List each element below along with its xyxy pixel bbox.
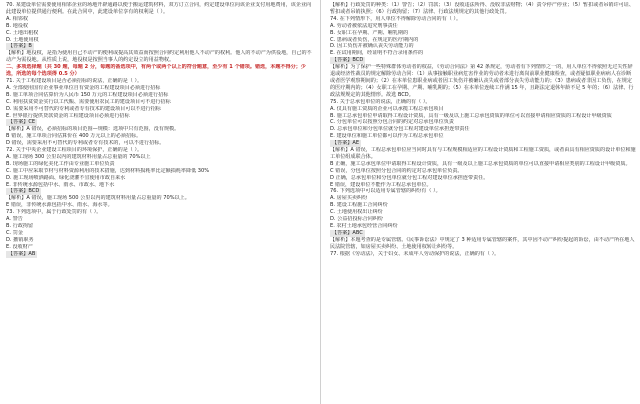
answer-key-content: 【答案】AB <box>8 250 36 257</box>
explanation-text <box>330 161 636 168</box>
question-text-content: 71. 关于工程建设项目是否必须招标的说法，正确的是（ ）。 <box>6 77 143 84</box>
answer-option <box>330 30 636 37</box>
answer-option-content: E. 在试用期间，经证明不符合录用条件的 <box>330 50 424 57</box>
answer-option-content: C. 土地出租权 <box>6 29 39 36</box>
answer-option-content: C. 患病或者负伤，在规定的医疗期内的 <box>330 36 419 43</box>
explanation-text-content: 【解析】行政处罚的种类：（1）警告；（2）罚款；（3）没收违法所得、没收非法财物；（4）责令停产停业；（5）暂扣或者吊销许可证、暂扣或者吊销执照；（6）行政拘留；（7）法律、行政法规规定的其他行政处罚。 <box>330 2 634 15</box>
answer-option-content: D. 撤销职务 <box>6 236 34 243</box>
right-column <box>330 2 636 402</box>
explanation-text-content: E 错误，非传统水源包括中水、雨水、海水等。 <box>6 202 113 209</box>
answer-key <box>330 140 636 147</box>
answer-option-content: B. 建设工程施工合同纠纷 <box>330 202 388 209</box>
explanation-text-content: D 错误，需要采用不可替代的专利或者专有技术的，可以不进行招标。 <box>6 140 165 147</box>
answer-option <box>6 230 313 237</box>
answer-key <box>6 43 313 50</box>
answer-option <box>330 195 636 202</box>
section-heading <box>6 64 313 78</box>
answer-key <box>6 251 313 258</box>
answer-option <box>330 106 636 113</box>
question-text <box>6 147 313 154</box>
answer-option-content: E. 建设单位和施工单位都可以作为工程总承包单位 <box>330 133 444 140</box>
answer-option <box>6 16 313 23</box>
explanation-text <box>330 2 636 16</box>
answer-option-content: D. 施工现场喷洒路面、绿化浇灌不宜使用市政自来水 <box>6 174 126 181</box>
explanation-text-content: 【解析】本题考查的是专属管辖。《民事诉讼法》中规定了 3 种适用专属管辖的案件，其中因不动产纠纷提起的诉讼，由不动产所在地人民法院管辖，如房屋买卖纠纷、土地使用权转让纠纷等。 <box>330 236 635 250</box>
question-text <box>6 209 313 216</box>
explanation-text <box>330 175 636 182</box>
answer-option <box>330 119 636 126</box>
explanation-text-content: D 正确，总承包单位和分包单位就分包工程对建设单位承担连带责任。 <box>330 174 489 181</box>
explanation-text <box>330 147 636 161</box>
answer-key <box>6 119 313 126</box>
explanation-text <box>6 133 313 140</box>
answer-option-content: C. 土地使用权出让纠纷 <box>330 209 383 216</box>
answer-option-content: A. 房屋买卖纠纷 <box>330 195 368 202</box>
answer-key-content: 【答案】CE <box>8 119 36 126</box>
answer-key-content: 【答案】AE <box>332 140 360 147</box>
answer-option-content: E. 农村土地承包经营合同纠纷 <box>330 223 398 229</box>
answer-option-content: C. 分包单位可以按照分包合同的约定对总承包单位负责 <box>330 119 454 126</box>
answer-option <box>330 202 636 209</box>
question-text-content: 70. 某建设单位需要使用相邻企业的场地开辟通路以便于搬运建筑材料，双方订立合同，约定建设单位向该企业支付用地费用，该企业向此建设单位提供通行便利。在此合同中，此建设单位享有的权利是（ ）。 <box>6 2 312 15</box>
answer-key-content: 【答案】ABC <box>332 229 363 236</box>
answer-option <box>330 126 636 133</box>
answer-option <box>6 244 313 251</box>
answer-option <box>330 223 636 230</box>
answer-option-content: B. 施工单项合同估算价为人民币 150 万元的工程建设项目必须进行招标 <box>6 91 169 98</box>
answer-option-content: B. 现场施工的绿化美化工作由专业施工单位负责 <box>6 160 115 167</box>
explanation-text <box>330 182 636 189</box>
question-text <box>330 251 636 258</box>
column-divider <box>320 0 321 404</box>
question-text <box>6 2 313 16</box>
answer-key <box>330 57 636 64</box>
explanation-text-content: B 正确，施工总承包单位申请取得工程设计资质，具有一级及以上施工总承包资质的单位可以直接申请相应类别的工程设计甲级资质。 <box>330 160 631 167</box>
explanation-text-content: 【解析】地役权，是指为使用自己不动产的便利或提高其效益而按照合同约定利用他人不动产的权利。他人的不动产为供役地，自己的不动产为需役地。从性质上说，地役权是按照当事人的约定设立的用益物权。 <box>6 50 312 64</box>
answer-option-content: A. 相邻权 <box>6 15 28 22</box>
answer-option-content: D. 因工负伤并被确认丧失劳动能力的 <box>330 43 414 50</box>
answer-option <box>6 99 313 106</box>
answer-option <box>6 92 313 99</box>
answer-option <box>6 216 313 223</box>
explanation-text <box>330 64 636 99</box>
question-text <box>330 16 636 23</box>
answer-option-content: E. 没收财产 <box>6 243 33 250</box>
answer-option-content: B. 女职工在孕期、产期、哺乳期的 <box>330 29 409 36</box>
answer-key-content: 【答案】B <box>8 43 32 50</box>
explanation-text <box>6 202 313 209</box>
question-text-content: 77. 根据《劳动法》，关于妇女、未成年人劳动保护的说法，正确的有（ ）。 <box>330 250 500 257</box>
section-heading-content: 二、多项选择题（共 30 题，每题 2 分，每题的备选项中，有两个或两个以上的符合题意，至少有 1 个错项。错选，本题不得分；少选，所选的每个选项得 0.5 分） <box>6 64 306 78</box>
answer-option <box>6 154 313 161</box>
answer-option-content: A. 施工现场 300 公里以内的建筑材料用量占总重量的 70%以上 <box>6 153 151 160</box>
question-text <box>6 78 313 85</box>
explanation-text <box>6 195 313 202</box>
explanation-text-content: 【解析】A 错误，施工现场 500 公里以内的建筑材料用量占总重量的 70%以上。 <box>6 195 190 202</box>
explanation-text <box>330 168 636 175</box>
answer-option <box>330 43 636 50</box>
answer-option <box>330 37 636 44</box>
answer-option <box>6 237 313 244</box>
answer-key <box>330 230 636 237</box>
answer-option <box>330 23 636 30</box>
answer-option <box>6 223 313 230</box>
answer-option-content: A. 劳动者被依法追究刑事责任 <box>330 22 398 29</box>
answer-option-content: E. 非传统水源包括中水、雨水、市政水、地下水 <box>6 181 115 188</box>
answer-option <box>6 168 313 175</box>
question-text-content: 72. 关于中央企业建设工程项目的环境保护，正确的是（ ）。 <box>6 147 143 154</box>
answer-option <box>6 175 313 182</box>
question-text-content: 75. 关于总承包单位的说法，正确的有（ ）。 <box>330 98 431 105</box>
answer-option-content: A. 警告 <box>6 216 23 223</box>
answer-option <box>6 23 313 30</box>
answer-option-content: D. 需要采用不可替代的专利或者专有技术的建设项目可以不进行招标 <box>6 105 161 112</box>
answer-option <box>330 216 636 223</box>
answer-option <box>6 37 313 44</box>
answer-key-content: 【答案】BCD <box>332 57 364 64</box>
answer-option <box>330 50 636 57</box>
answer-option <box>6 30 313 37</box>
answer-option <box>6 113 313 120</box>
answer-option <box>330 209 636 216</box>
answer-option-content: C. 利用扶贫资金实行以工代赈、需要使用农民工的建设项目可不进行招标 <box>6 98 171 105</box>
answer-option <box>6 106 313 113</box>
question-text-content: 74. 在下列情形下，用人单位不得解除劳动合同的有（ ）。 <box>330 15 462 22</box>
answer-option-content: B. 地役权 <box>6 22 29 29</box>
answer-option <box>330 113 636 120</box>
explanation-text-content: 【解析】为了保护一些特殊群体劳动者的权益，《劳动合同法》第 42 条规定，劳动者有下列情形之一的，用人单位不得依照无过失性辞退或经济性裁员的规定解除劳动合同：（1）从事接触职业病危害作业的劳动者未进行离岗前职业健康检查，或者疑似职业病病人在诊断或者医学观察期间的；（2）在本单位患职业病或者因工负伤并被确认丧失或者部分丧失劳动能力的；（3）患病或者非因工负伤，在规定的医疗期内的；（4）女职工在孕期、产期、哺乳期的；（5）在本单位连续工作满 15 年，且距法定退休年龄不足 5 年的；（6）法律、行政法规规定的其他情形。故选 BCD。 <box>330 64 634 98</box>
answer-option-content: D. 总承包单位和分包单位就分包工程对建设单位承担连带责任 <box>330 126 470 133</box>
left-column <box>6 2 313 402</box>
answer-option <box>330 133 636 140</box>
question-text <box>330 99 636 106</box>
explanation-text <box>6 140 313 147</box>
answer-option <box>6 161 313 168</box>
answer-option-content: A. 全部使用国有企业事业单位自有资金的工程建设项目必须进行招标 <box>6 84 161 91</box>
question-text-content: 73. 下列选项中，属于行政处罚的有（ ）。 <box>6 209 102 216</box>
question-text-content: 76. 下列选项中可以适用专属管辖的纠纷有（ ）。 <box>330 188 441 195</box>
explanation-text-content: 【解析】A 错误，工程总承包单位应当同时具有与工程规模相适应的工程设计资质和工程施工资质，或者由具有相应资质的设计单位和施工单位组成联合体。 <box>330 147 636 160</box>
answer-option-content: D. 公益招投标合同纠纷 <box>330 216 384 223</box>
answer-option-content: A. 仅具有施工资质的企业可以承揽工程总承包项目 <box>330 105 444 112</box>
explanation-text <box>6 126 313 133</box>
explanation-text-content: E 错误，建设单位不能作为工程总承包单位。 <box>330 181 432 188</box>
answer-option <box>6 182 313 189</box>
answer-option-content: E. 世界银行提供贷款资金的工程建设项目必须进行招标 <box>6 112 130 119</box>
answer-key-content: 【答案】BCD <box>8 188 40 195</box>
answer-option-content: B. 施工总承包单位申请取得工程设计资质，具有一级及以上施工总承包资质的单位可以直接申请相应资质的工程设计甲级资质 <box>330 112 612 119</box>
explanation-text-content: C 错误，分包单位按照分包合同的约定对总承包单位负责。 <box>330 167 463 174</box>
explanation-text <box>6 50 313 64</box>
explanation-text-content: B 错误，施工单项合同估算价在 400 万元以上的必须招标。 <box>6 133 142 140</box>
answer-option <box>6 85 313 92</box>
question-text <box>330 188 636 195</box>
answer-option-content: C. 罚金 <box>6 229 23 236</box>
answer-option-content: C. 施工中应采取节材与材料资源利用的技术措施，达到材料损耗率比定额损耗率降低 30% <box>6 167 210 174</box>
answer-option-content: D. 土地使用权 <box>6 36 39 43</box>
explanation-text <box>330 237 636 251</box>
answer-key <box>6 188 313 195</box>
answer-option-content: B. 行政拘留 <box>6 223 34 229</box>
explanation-text-content: 【解析】A 错误，必须招标的项目范围—规模：选项中只有范围，没有规模。 <box>6 126 180 133</box>
